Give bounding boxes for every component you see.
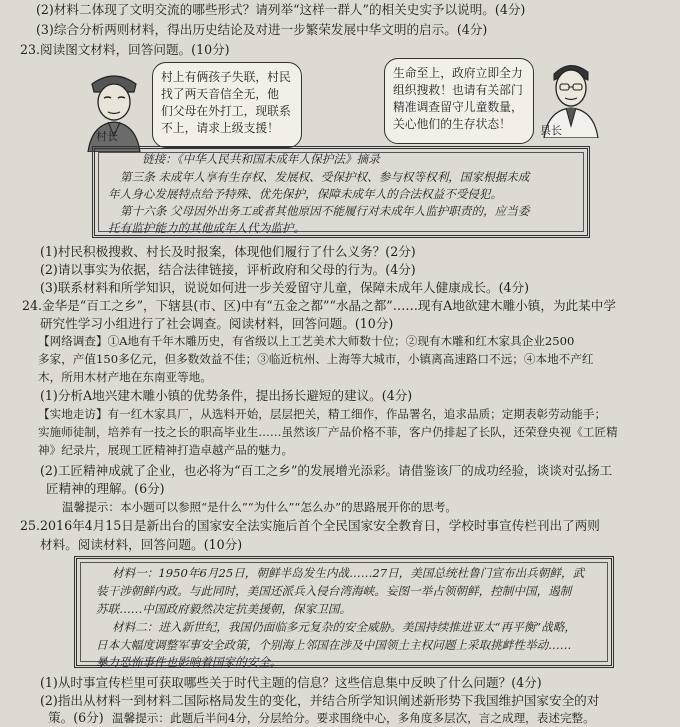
q24-question-2: (2)工匠精神成就了企业，也必将为“百工之乡”的发展增光添彩。请借鉴该厂的成功经验，谈谈对弘扬工 — [40, 463, 613, 478]
material-1-line: 材料一：1950年6月25日，朝鲜半岛发生内战……27日，美国总统杜鲁门宣布出兵朝鲜，武 — [112, 566, 585, 580]
q22-part2: (2)材料二体现了文明交流的哪些形式？请列举“这样一群人”的相关史实予以说明。(4分) — [36, 2, 526, 17]
material-1-line: 装干涉朝鲜内政。与此同时，美国还派兵入侵台湾海峡。妄图一举占领朝鲜，控制中国，遏制 — [96, 584, 572, 598]
law-link-line: 第三条 未成年人享有生存权、发展权、受保护权、参与权等权利，国家根据未成 — [120, 170, 530, 184]
bubble-line: 们父母在外打工，现联系 — [161, 104, 291, 118]
q25-heading-1: 25.2016年4月15日是新出台的国家安全法实施后首个全民国家安全教育日，学校时事宣传栏刊出了两则 — [20, 518, 600, 533]
q24-tip: 温馨提示：本小题可以参照“是什么”“为什么”“怎么办”的思路展开你的思考。 — [62, 500, 457, 514]
bubble-line: 精准调查留守儿童数量， — [393, 100, 523, 114]
q25-question-2: (2)指出从材料一到材料二国际格局发生的变化，并结合所学知识阐述新形势下我国维护国家安全的对 — [40, 693, 600, 708]
law-link-line: 年人身心发展特点给予特殊、优先保护，保障未成年人的合法权益不受侵犯。 — [108, 187, 503, 201]
xianzhang-label: 县长 — [540, 124, 562, 137]
q24-web-survey-line: 【网络调查】①A地有千年木雕历史，有省级以上工艺美术大师数十位；②现有木雕和红木家具企业2500 — [38, 334, 575, 348]
q24-field-visit-line: 【实地走访】有一红木家具厂，从选料开始，层层把关，精工细作，作品署名，追求品质；定期表彰劳动能手； — [38, 407, 607, 421]
bubble-line: 找了两天音信全无，他 — [161, 87, 279, 101]
q24-question-2-cont: 匠精神的理解。(6分) — [46, 481, 165, 496]
q24-field-visit-line: 神》纪录片，展现工匠精神打造卓越产品的魅力。 — [38, 443, 294, 457]
q22-part3: (3)综合分析两则材料，得出历史结论及对进一步繁荣发展中华文明的启示。(4分) — [36, 22, 488, 37]
material-2-line: 材料二：进入新世纪，我国仍面临多元复杂的安全威胁。美国持续推进亚太“再平衡”战略， — [112, 620, 577, 634]
bubble-line: 不上，请求上级支援！ — [161, 121, 279, 135]
q25-question-1: (1)从时事宣传栏里可获取哪些关于时代主题的信息？这些信息集中反映了什么问题？(4分) — [40, 675, 542, 690]
q25-heading-2: 材料。阅读材料，回答问题。(10分) — [40, 537, 243, 552]
q24-web-survey-line: 木，所用木材产地在东南亚等地。 — [38, 370, 212, 384]
q24-web-survey-line: 多家，产值150多亿元，但多数效益不佳；③临近杭州、上海等大城市，小镇离高速路口不远；④本地不产红 — [38, 352, 594, 366]
bubble-line: 组织搜救！也请有关部门 — [393, 83, 523, 97]
bubble-line: 村上有俩孩子失联，村民 — [161, 70, 291, 84]
material-2-line: 日本大幅度调整军事安全政策，个别海上邻国在涉及中国领土主权问题上采取挑衅性举动…… — [96, 638, 572, 652]
law-link-title: 链接：《中华人民共和国未成年人保护法》摘录 — [142, 152, 380, 166]
q25-tip: 温馨提示：此题后半问4分，分层给分。要求围绕中心，多角度多层次，言之成理，表述完整。 — [112, 711, 595, 725]
q24-heading-2: 研究性学习小组进行了社会调查。阅读材料，回答问题。(10分) — [40, 316, 394, 331]
q23-question-2: (2)请以事实为依据，结合法律链接，评析政府和父母的行为。(4分) — [40, 262, 416, 277]
law-link-line: 托有监护能力的其他成年人代为监护。 — [108, 221, 306, 235]
law-link-line: 第十六条 父母因外出务工或者其他原因不能履行对未成年人监护职责的，应当委 — [120, 204, 530, 218]
bubble-line: 关心他们的生存状态！ — [393, 117, 511, 131]
q24-question-1: (1)分析A地兴建木雕小镇的优势条件，提出扬长避短的建议。(4分) — [40, 388, 413, 403]
xianzhang-speech-bubble — [384, 58, 534, 144]
q24-field-visit-line: 实施师徒制，培养有一技之长的职高毕业生……虽然该厂产品价格不菲，客户仍排起了长队，还荣登央视《工匠精 — [38, 425, 618, 439]
q23-question-1: (1)村民积极搜救、村长及时报案，体现他们履行了什么义务？(2分) — [40, 244, 416, 259]
material-2-line: 暴力恐怖事件也影响着国家的安全。 — [96, 655, 282, 669]
q23-question-3: (3)联系材料和所学知识，说说如何进一步关爱留守儿童，保障未成年人健康成长。(4分) — [40, 280, 530, 295]
q24-heading-1: 24.金华是“百工之乡”，下辖县(市、区)中有“五金之都”“水晶之都”……现有A地欲建木雕小镇，为此某中学 — [22, 298, 616, 313]
cunzhang-label: 村长 — [96, 130, 118, 143]
q23-heading: 23.阅读图文材料，回答问题。(10分) — [20, 42, 230, 57]
cunzhang-speech-bubble — [152, 62, 302, 148]
bubble-line: 生命至上，政府立即全力 — [393, 66, 523, 80]
q25-question-2-cont: 策。(6分) — [48, 710, 104, 725]
material-1-line: 苏联……中国政府毅然决定抗美援朝，保家卫国。 — [96, 602, 352, 616]
